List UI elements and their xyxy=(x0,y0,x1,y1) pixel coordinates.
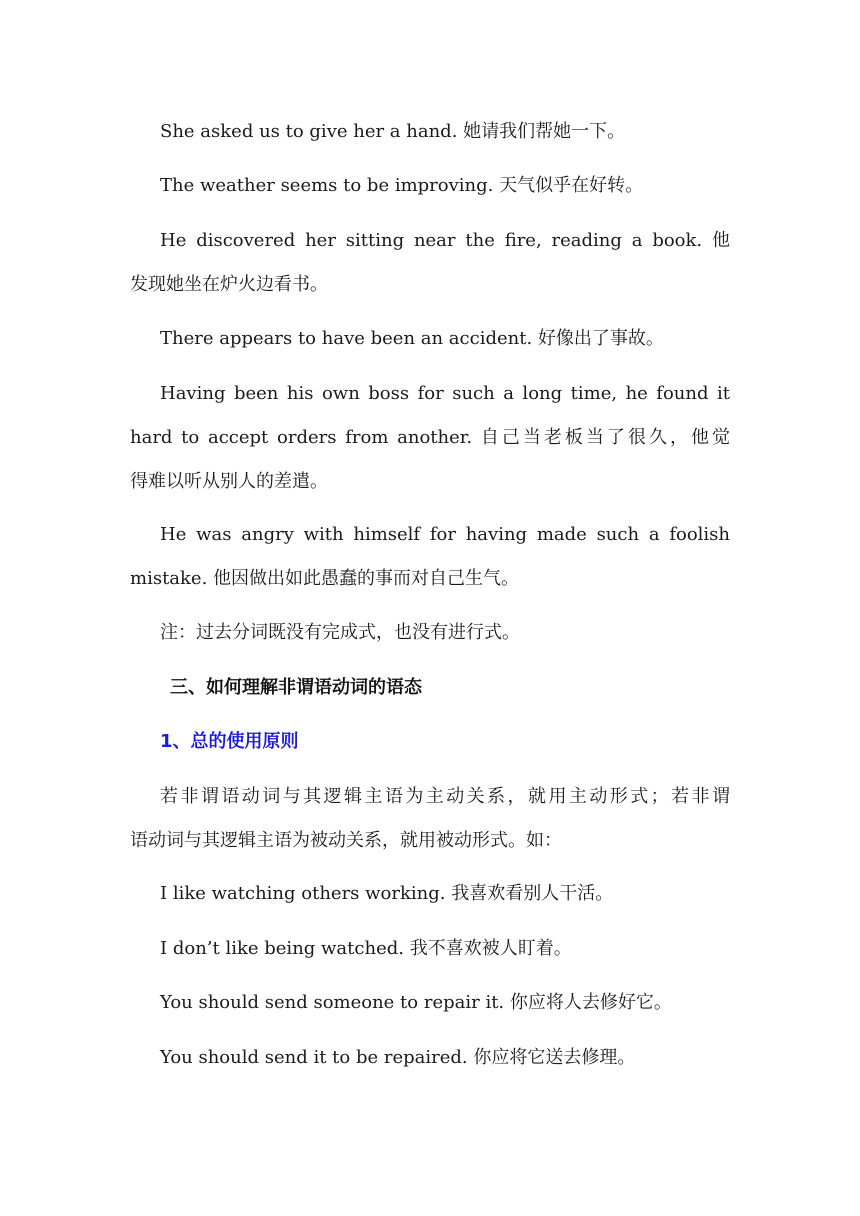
example-sentence-continued: 得难以听从别人的差遣。 xyxy=(130,471,328,492)
example-sentence: I like watching others working. 我喜欢看别人干活。 xyxy=(160,883,614,904)
example-sentence: I don’t like being watched. 我不喜欢被人盯着。 xyxy=(160,938,572,959)
example-sentence: Having been his own boss for such a long time, he found it xyxy=(160,383,730,404)
example-sentence: She asked us to give her a hand. 她请我们帮她一下。 xyxy=(160,121,626,142)
example-sentence-continued: hard to accept orders from another. 自己当老板当了很久，他觉 xyxy=(130,427,730,448)
example-sentence: He was angry with himself for having made such a foolish xyxy=(160,524,730,545)
rule-paragraph: 若非谓语动词与其逻辑主语为主动关系，就用主动形式；若非谓 xyxy=(160,786,730,807)
example-sentence-continued: 发现她坐在炉火边看书。 xyxy=(130,274,328,295)
example-sentence-continued: mistake. 他因做出如此愚蠢的事而对自己生气。 xyxy=(130,568,520,589)
example-sentence: You should send someone to repair it. 你应将人去修好它。 xyxy=(160,992,672,1013)
section-heading: 三、如何理解非谓语动词的语态 xyxy=(170,677,422,698)
example-sentence: There appears to have been an accident. 好像出了事故。 xyxy=(160,328,664,349)
note-text: 注：过去分词既没有完成式，也没有进行式。 xyxy=(160,622,520,643)
example-sentence: You should send it to be repaired. 你应将它送去修理。 xyxy=(160,1047,636,1068)
subsection-heading: 1、总的使用原则 xyxy=(160,731,299,752)
example-sentence: He discovered her sitting near the fire, reading a book. 他 xyxy=(160,230,730,251)
example-sentence: The weather seems to be improving. 天气似乎在好转。 xyxy=(160,175,644,196)
rule-paragraph-continued: 语动词与其逻辑主语为被动关系，就用被动形式。如： xyxy=(130,830,562,851)
